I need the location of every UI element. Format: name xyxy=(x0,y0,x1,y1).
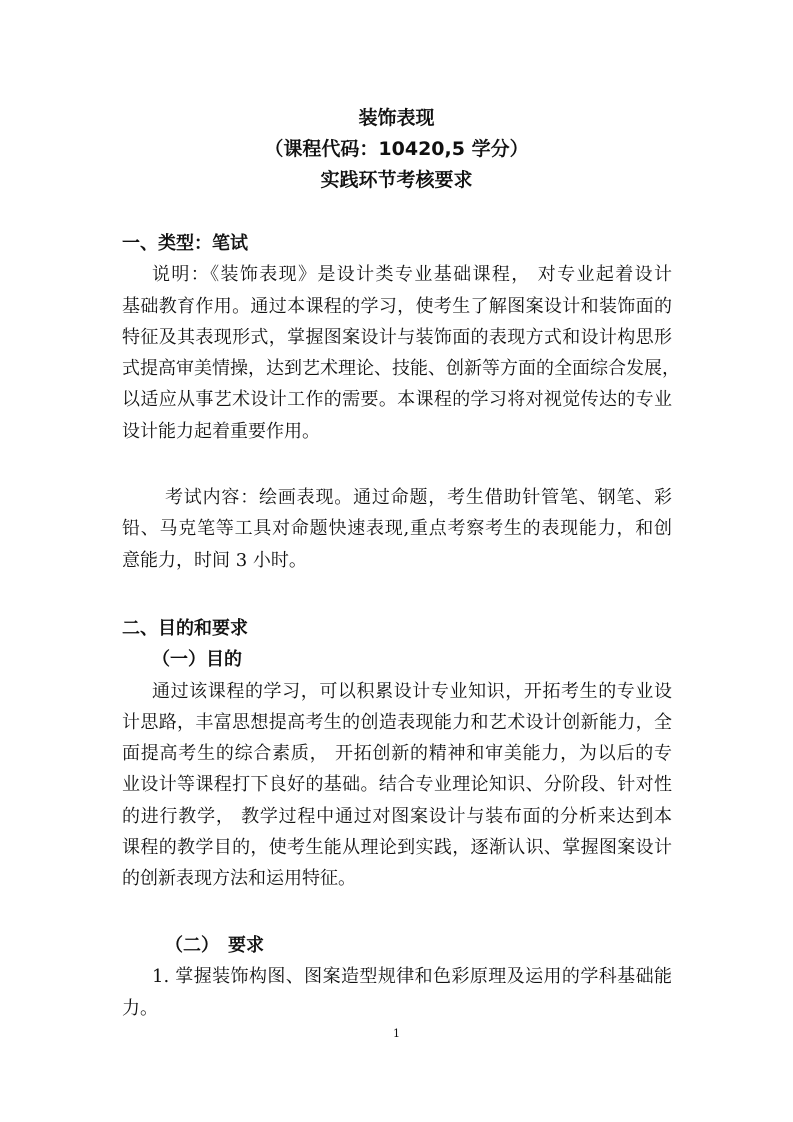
text-line: 业设计等课程打下良好的基础。结合专业理论知识、分阶段、针对性 xyxy=(122,774,672,796)
title-line: 装饰表现 xyxy=(358,107,435,129)
section-2 xyxy=(122,613,672,895)
section-heading: 二、目的和要求 xyxy=(122,618,248,639)
text-line: 意能力，时间 3 小时。 xyxy=(122,549,307,571)
page-number: 1 xyxy=(393,1027,400,1040)
exam-content xyxy=(122,482,672,576)
text-line: 的创新表现方法和运用特征。 xyxy=(122,868,356,890)
text-line: 铅、马克笔等工具对命题快速表现,重点考察考生的表现能力，和创 xyxy=(122,518,672,540)
text-line: 的进行教学， 教学过程中通过对图案设计与装布面的分析来达到本 xyxy=(122,805,672,827)
section-1 xyxy=(122,228,680,447)
text-line: 式提高审美情操，达到艺术理论、技能、创新等方面的全面综合发展， xyxy=(122,358,680,380)
text-line: 力。 xyxy=(122,997,158,1019)
text-line: 说明：《装饰表现》是设计类专业基础课程， 对专业起着设计 xyxy=(152,264,672,286)
text-line: 以适应从事艺术设计工作的需要。本课程的学习将对视觉传达的专业 xyxy=(122,389,672,411)
subtitle-line: 实践环节考核要求 xyxy=(320,169,473,191)
course-code-line: （课程代码：10420,5 学分） xyxy=(264,138,529,160)
text-line: 特征及其表现形式，掌握图案设计与装饰面的表现方式和设计构思形 xyxy=(122,326,672,348)
document-title xyxy=(0,103,793,196)
text-line: 通过该课程的学习，可以积累设计专业知识，开拓考生的专业设 xyxy=(152,680,672,702)
requirements xyxy=(122,930,672,1024)
text-line: 设计能力起着重要作用。 xyxy=(122,420,320,442)
text-line: 计思路，丰富思想提高考生的创造表现能力和艺术设计创新能力，全 xyxy=(122,711,672,733)
section-heading: 一、类型：笔试 xyxy=(122,233,248,254)
subsection-heading: （一）目的 xyxy=(152,649,242,671)
text-line: 基础教育作用。通过本课程的学习，使考生了解图案设计和装饰面的 xyxy=(122,295,672,317)
text-line: 课程的教学目的，使考生能从理论到实践，逐渐认识、掌握图案设计 xyxy=(122,837,672,859)
text-line: 考试内容：绘画表现。通过命题，考生借助针管笔、钢笔、彩 xyxy=(165,487,672,508)
text-line: 面提高考生的综合素质， 开拓创新的精神和审美能力，为以后的专 xyxy=(122,743,672,765)
text-line: 1. 掌握装饰构图、图案造型规律和色彩原理及运用的学科基础能 xyxy=(152,966,672,988)
subsection-heading: （二） 要求 xyxy=(165,935,264,956)
